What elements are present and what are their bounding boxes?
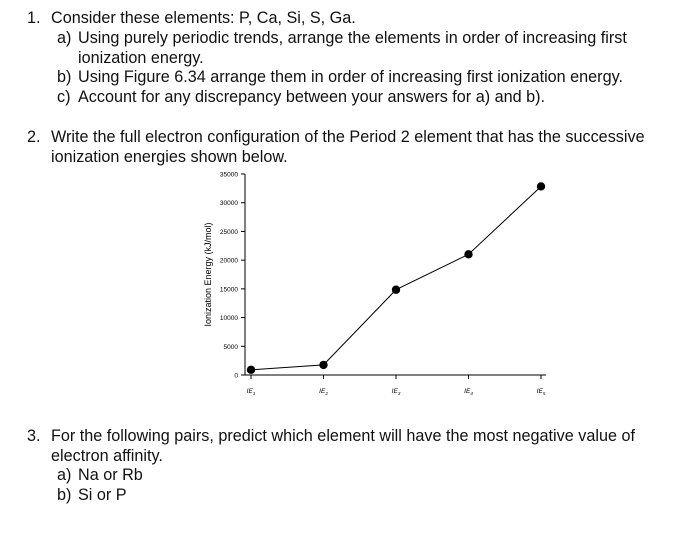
y-tick-label: 5000 [223, 343, 238, 351]
part-label: b) [57, 486, 72, 504]
data-point [464, 250, 472, 258]
data-point [247, 366, 255, 374]
question-stem: Consider these elements: P, Ca, Si, S, Ga. [51, 9, 356, 27]
x-tick-label: $IE_4$ [464, 388, 473, 396]
x-tick-label: $IE_2$ [319, 388, 328, 396]
part-label: b) [57, 68, 72, 86]
y-axis-label: Ionization Energy (kJ/mol) [203, 222, 213, 327]
y-tick-label: 30000 [219, 200, 238, 208]
part-label: a) [57, 466, 72, 484]
part-text: Si or P [78, 486, 127, 504]
x-tick-label: $IE_1$ [246, 388, 256, 396]
y-tick-label: 35000 [219, 171, 238, 179]
y-tick-label: 15000 [219, 286, 238, 294]
question-stem: Write the full electron configuration of the Period 2 element that has the successive ionization energies shown below. [51, 128, 645, 166]
x-tick-label: $IE_5$ [536, 388, 546, 396]
question-stem: For the following pairs, predict which element will have the most negative value of electron affinity. [51, 427, 635, 465]
part-text: Using purely periodic trends, arrange the elements in order of increasing first ionization energy. [78, 29, 627, 67]
question-number: 3. [27, 427, 41, 445]
data-point [537, 182, 545, 190]
y-tick-label: 25000 [219, 228, 238, 236]
part-text: Using Figure 6.34 arrange them in order of increasing first ionization energy. [78, 68, 623, 86]
data-points [247, 182, 545, 374]
x-tick-label: $IE_3$ [391, 388, 401, 396]
y-tick-label: 0 [234, 372, 238, 380]
part-text: Na or Rb [78, 466, 143, 484]
x-ticks [247, 375, 546, 396]
data-point [319, 361, 327, 369]
question-number: 1. [27, 9, 41, 27]
series-line [251, 186, 541, 369]
ionization-energy-chart [195, 168, 560, 408]
data-point [392, 286, 400, 294]
part-label: c) [57, 88, 71, 106]
y-ticks [220, 172, 245, 380]
question-number: 2. [27, 128, 41, 146]
y-tick-label: 10000 [219, 315, 238, 323]
part-label: a) [57, 29, 72, 47]
y-tick-label: 20000 [219, 257, 238, 265]
part-text: Account for any discrepancy between your answers for a) and b). [78, 88, 545, 106]
